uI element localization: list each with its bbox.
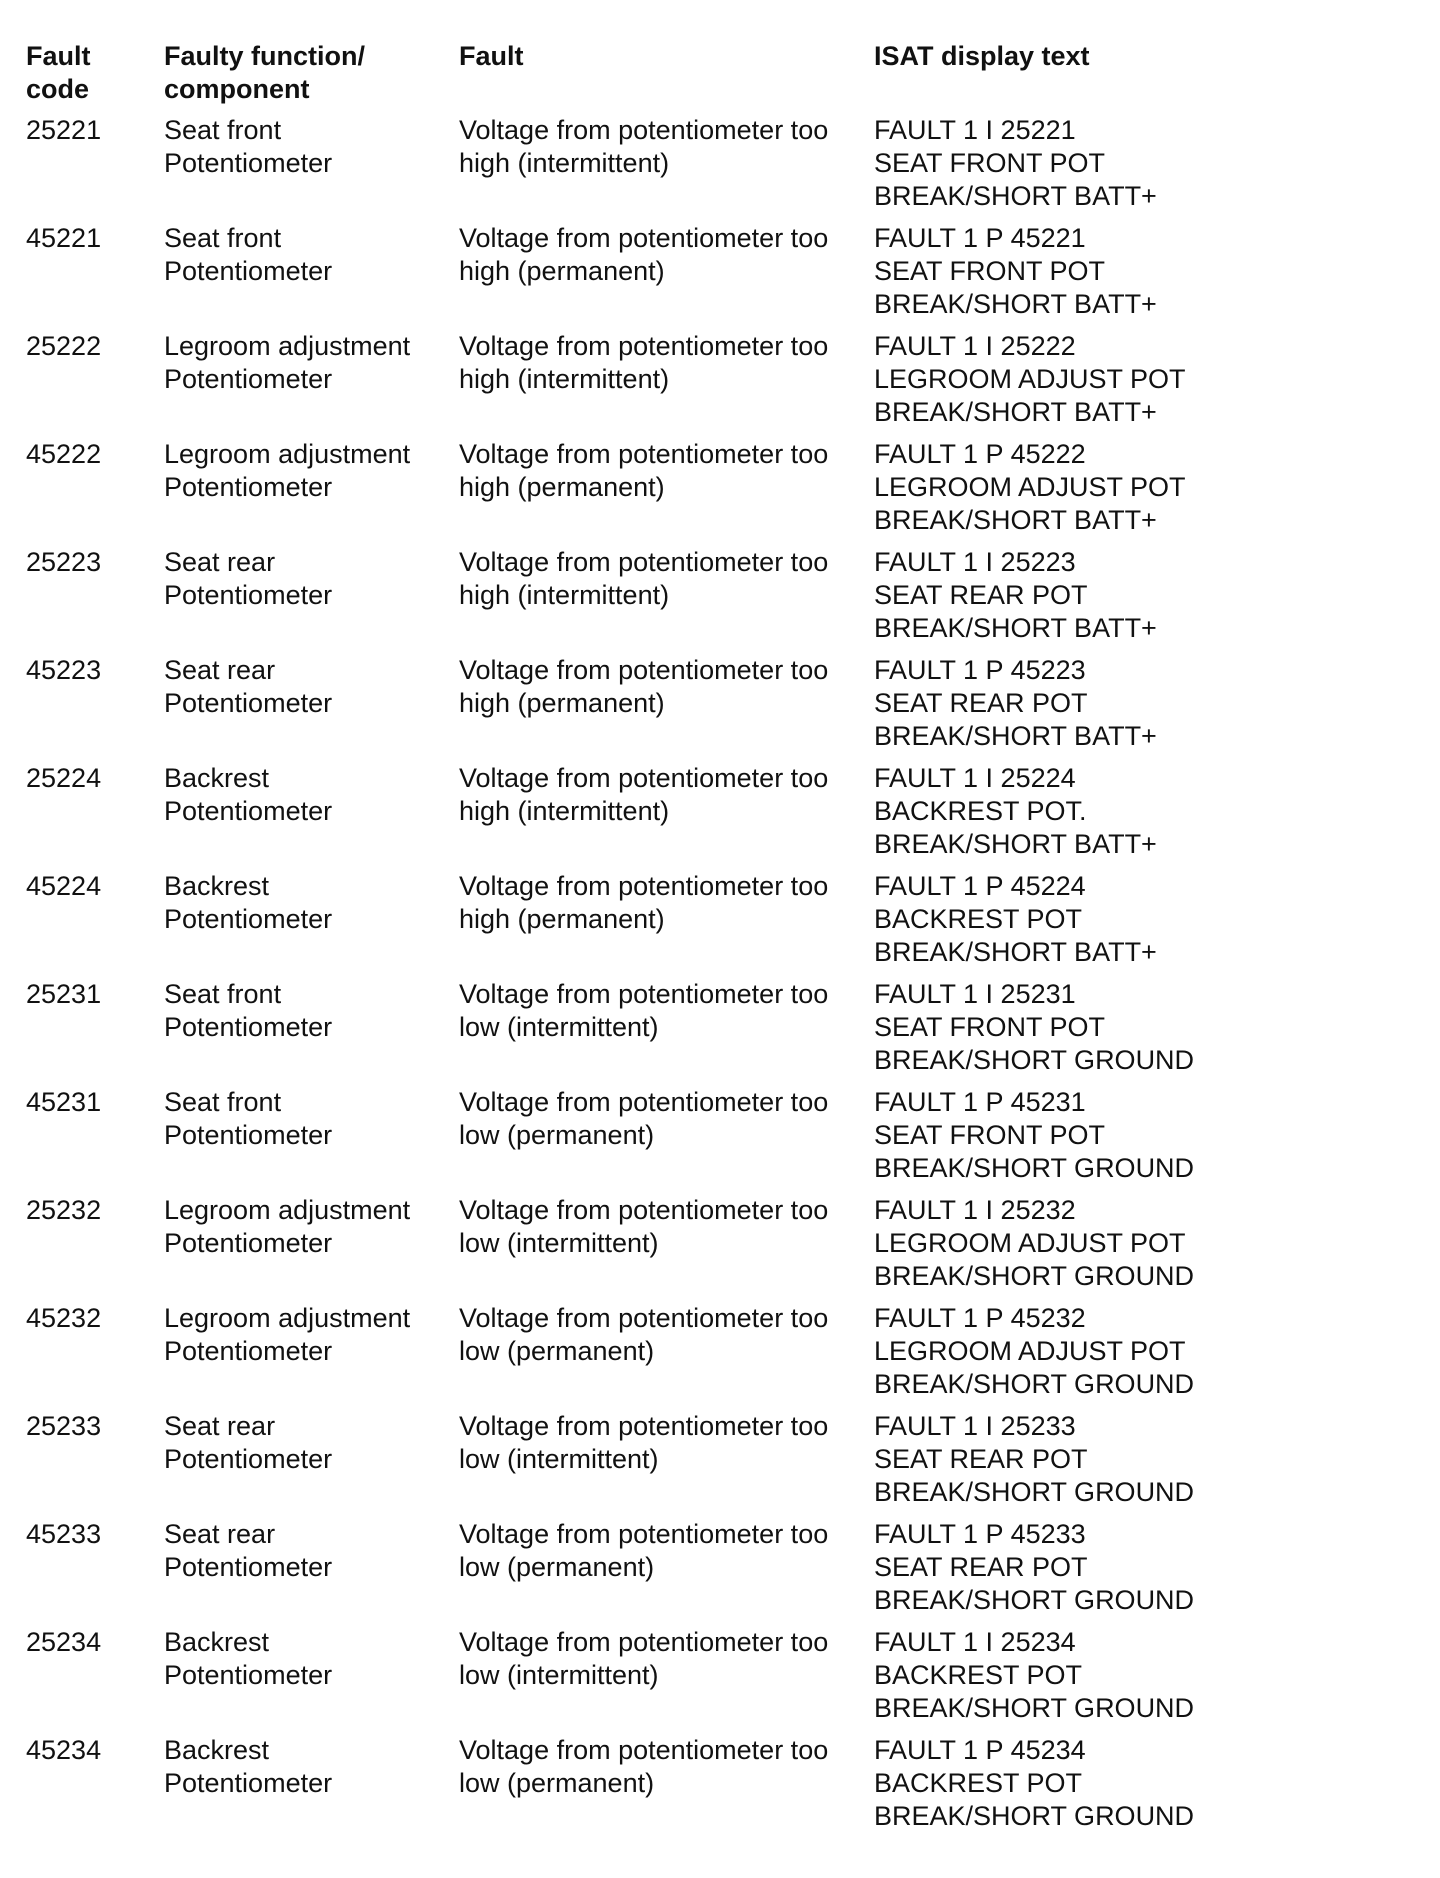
isat-display-cell — [874, 1518, 1274, 1626]
component-line: Potentiometer — [164, 1120, 333, 1150]
fault-description-cell — [459, 762, 874, 870]
fault-code-cell: 25223 — [26, 547, 102, 577]
table-row — [26, 1518, 1274, 1626]
display-line: BREAK/SHORT GROUND — [874, 1693, 1195, 1723]
fault-line: Voltage from potentiometer too — [459, 1519, 829, 1549]
component-line: Backrest — [164, 763, 270, 793]
display-line: BREAK/SHORT BATT+ — [874, 289, 1157, 319]
table-header-row — [26, 40, 1274, 114]
display-line: BACKREST POT — [874, 1768, 1083, 1798]
fault-code-cell: 45231 — [26, 1087, 102, 1117]
isat-display-cell — [874, 978, 1274, 1086]
table-row — [26, 546, 1274, 654]
fault-line: Voltage from potentiometer too — [459, 1087, 829, 1117]
table-row — [26, 870, 1274, 978]
component-cell — [164, 654, 459, 762]
header-line: Fault — [459, 41, 524, 71]
fault-line: Voltage from potentiometer too — [459, 439, 829, 469]
fault-description-cell — [459, 870, 874, 978]
isat-display-cell — [874, 870, 1274, 978]
table-row — [26, 114, 1274, 222]
display-line: LEGROOM ADJUST POT — [874, 1336, 1186, 1366]
isat-display-cell — [874, 546, 1274, 654]
fault-line: high (intermittent) — [459, 580, 670, 610]
display-line: LEGROOM ADJUST POT — [874, 472, 1186, 502]
display-line: BREAK/SHORT GROUND — [874, 1477, 1195, 1507]
table-row — [26, 762, 1274, 870]
fault-line: low (intermittent) — [459, 1444, 659, 1474]
display-line: FAULT 1 P 45233 — [874, 1519, 1086, 1549]
table-row — [26, 654, 1274, 762]
component-line: Potentiometer — [164, 580, 333, 610]
fault-line: Voltage from potentiometer too — [459, 223, 829, 253]
display-line: SEAT REAR POT — [874, 1444, 1088, 1474]
component-cell — [164, 870, 459, 978]
component-cell — [164, 1410, 459, 1518]
fault-code-cell: 25222 — [26, 331, 102, 361]
fault-line: low (intermittent) — [459, 1012, 659, 1042]
fault-description-cell — [459, 978, 874, 1086]
display-line: SEAT FRONT POT — [874, 148, 1106, 178]
fault-line: Voltage from potentiometer too — [459, 115, 829, 145]
display-line: BREAK/SHORT GROUND — [874, 1261, 1195, 1291]
component-cell — [164, 762, 459, 870]
display-line: BREAK/SHORT BATT+ — [874, 721, 1157, 751]
display-line: FAULT 1 P 45221 — [874, 223, 1086, 253]
table-row — [26, 1734, 1274, 1842]
isat-display-cell — [874, 1086, 1274, 1194]
display-line: BREAK/SHORT BATT+ — [874, 937, 1157, 967]
component-line: Potentiometer — [164, 1552, 333, 1582]
component-cell — [164, 330, 459, 438]
isat-display-cell — [874, 1734, 1274, 1842]
fault-line: Voltage from potentiometer too — [459, 1303, 829, 1333]
display-line: BREAK/SHORT GROUND — [874, 1801, 1195, 1831]
fault-line: high (intermittent) — [459, 796, 670, 826]
fault-description-cell — [459, 330, 874, 438]
fault-code-table — [26, 40, 1274, 1842]
display-line: FAULT 1 I 25232 — [874, 1195, 1076, 1225]
isat-display-cell — [874, 1302, 1274, 1410]
display-line: FAULT 1 P 45231 — [874, 1087, 1086, 1117]
table-row — [26, 1302, 1274, 1410]
fault-description-cell — [459, 1086, 874, 1194]
fault-code-cell: 45223 — [26, 655, 102, 685]
fault-code-cell: 45224 — [26, 871, 102, 901]
fault-description-cell — [459, 1194, 874, 1302]
component-line: Potentiometer — [164, 148, 333, 178]
component-cell — [164, 114, 459, 222]
fault-line: Voltage from potentiometer too — [459, 1735, 829, 1765]
fault-line: Voltage from potentiometer too — [459, 763, 829, 793]
component-line: Potentiometer — [164, 1660, 333, 1690]
fault-code-cell: 45234 — [26, 1735, 102, 1765]
display-line: BREAK/SHORT BATT+ — [874, 397, 1157, 427]
table-body — [26, 114, 1274, 1842]
fault-line: low (permanent) — [459, 1768, 655, 1798]
table-row — [26, 1626, 1274, 1734]
display-line: BREAK/SHORT BATT+ — [874, 505, 1157, 535]
fault-description-cell — [459, 1518, 874, 1626]
component-line: Legroom adjustment — [164, 1195, 411, 1225]
table-row — [26, 1194, 1274, 1302]
component-cell — [164, 978, 459, 1086]
fault-line: high (permanent) — [459, 688, 665, 718]
table-row — [26, 1410, 1274, 1518]
isat-display-cell — [874, 438, 1274, 546]
fault-line: Voltage from potentiometer too — [459, 1627, 829, 1657]
fault-line: Voltage from potentiometer too — [459, 655, 829, 685]
fault-line: high (intermittent) — [459, 148, 670, 178]
fault-line: Voltage from potentiometer too — [459, 1411, 829, 1441]
component-cell — [164, 1194, 459, 1302]
display-line: FAULT 1 P 45222 — [874, 439, 1086, 469]
display-line: FAULT 1 P 45224 — [874, 871, 1086, 901]
fault-line: high (permanent) — [459, 904, 665, 934]
fault-description-cell — [459, 1302, 874, 1410]
display-line: FAULT 1 I 25231 — [874, 979, 1076, 1009]
component-line: Potentiometer — [164, 904, 333, 934]
component-cell — [164, 1518, 459, 1626]
component-line: Potentiometer — [164, 256, 333, 286]
display-line: SEAT FRONT POT — [874, 1012, 1106, 1042]
component-line: Potentiometer — [164, 472, 333, 502]
header-faulty-component — [164, 40, 459, 114]
fault-code-cell: 45232 — [26, 1303, 102, 1333]
fault-line: low (intermittent) — [459, 1228, 659, 1258]
table-row — [26, 1086, 1274, 1194]
component-line: Potentiometer — [164, 1768, 333, 1798]
component-line: Seat front — [164, 979, 282, 1009]
component-line: Potentiometer — [164, 796, 333, 826]
component-line: Potentiometer — [164, 1228, 333, 1258]
component-line: Seat rear — [164, 1411, 276, 1441]
fault-line: Voltage from potentiometer too — [459, 871, 829, 901]
display-line: BREAK/SHORT GROUND — [874, 1585, 1195, 1615]
header-line: Faulty function/ — [164, 41, 365, 71]
display-line: BACKREST POT. — [874, 796, 1087, 826]
display-line: BREAK/SHORT GROUND — [874, 1153, 1195, 1183]
component-line: Backrest — [164, 1627, 270, 1657]
display-line: SEAT FRONT POT — [874, 256, 1106, 286]
header-fault — [459, 40, 874, 114]
fault-line: high (permanent) — [459, 472, 665, 502]
fault-code-cell: 25224 — [26, 763, 102, 793]
fault-description-cell — [459, 114, 874, 222]
display-line: FAULT 1 I 25224 — [874, 763, 1076, 793]
table-row — [26, 438, 1274, 546]
display-line: FAULT 1 P 45234 — [874, 1735, 1086, 1765]
isat-display-cell — [874, 1194, 1274, 1302]
fault-line: high (intermittent) — [459, 364, 670, 394]
fault-description-cell — [459, 1734, 874, 1842]
fault-line: low (permanent) — [459, 1120, 655, 1150]
fault-line: low (permanent) — [459, 1552, 655, 1582]
fault-line: Voltage from potentiometer too — [459, 331, 829, 361]
isat-display-cell — [874, 330, 1274, 438]
fault-description-cell — [459, 222, 874, 330]
component-cell — [164, 1302, 459, 1410]
header-line: component — [164, 74, 310, 104]
isat-display-cell — [874, 654, 1274, 762]
component-line: Seat front — [164, 115, 282, 145]
display-line: SEAT REAR POT — [874, 1552, 1088, 1582]
component-cell — [164, 1086, 459, 1194]
fault-code-cell: 25221 — [26, 115, 102, 145]
component-line: Legroom adjustment — [164, 1303, 411, 1333]
component-line: Seat rear — [164, 547, 276, 577]
component-line: Potentiometer — [164, 1444, 333, 1474]
fault-description-cell — [459, 1410, 874, 1518]
display-line: FAULT 1 P 45232 — [874, 1303, 1086, 1333]
component-line: Seat rear — [164, 1519, 276, 1549]
display-line: LEGROOM ADJUST POT — [874, 364, 1186, 394]
fault-line: Voltage from potentiometer too — [459, 979, 829, 1009]
display-line: BREAK/SHORT GROUND — [874, 1369, 1195, 1399]
display-line: FAULT 1 I 25221 — [874, 115, 1076, 145]
fault-line: high (permanent) — [459, 256, 665, 286]
table-row — [26, 222, 1274, 330]
display-line: BREAK/SHORT BATT+ — [874, 181, 1157, 211]
fault-code-cell: 25233 — [26, 1411, 102, 1441]
table-row — [26, 978, 1274, 1086]
component-cell — [164, 1626, 459, 1734]
header-isat-display-text — [874, 40, 1274, 114]
isat-display-cell — [874, 1410, 1274, 1518]
component-line: Potentiometer — [164, 1336, 333, 1366]
header-line: ISAT display text — [874, 41, 1090, 71]
display-line: BREAK/SHORT GROUND — [874, 1045, 1195, 1075]
fault-line: Voltage from potentiometer too — [459, 1195, 829, 1225]
isat-display-cell — [874, 1626, 1274, 1734]
fault-code-cell: 45233 — [26, 1519, 102, 1549]
display-line: SEAT REAR POT — [874, 580, 1088, 610]
display-line: BACKREST POT — [874, 1660, 1083, 1690]
fault-code-cell: 25231 — [26, 979, 102, 1009]
component-cell — [164, 1734, 459, 1842]
component-cell — [164, 546, 459, 654]
header-line: code — [26, 74, 90, 104]
fault-line: Voltage from potentiometer too — [459, 547, 829, 577]
display-line: BREAK/SHORT BATT+ — [874, 829, 1157, 859]
display-line: FAULT 1 I 25223 — [874, 547, 1076, 577]
component-cell — [164, 438, 459, 546]
display-line: FAULT 1 I 25222 — [874, 331, 1076, 361]
display-line: FAULT 1 I 25233 — [874, 1411, 1076, 1441]
component-line: Backrest — [164, 871, 270, 901]
display-line: SEAT FRONT POT — [874, 1120, 1106, 1150]
component-line: Potentiometer — [164, 1012, 333, 1042]
display-line: LEGROOM ADJUST POT — [874, 1228, 1186, 1258]
display-line: BREAK/SHORT BATT+ — [874, 613, 1157, 643]
fault-line: low (intermittent) — [459, 1660, 659, 1690]
header-line: Fault — [26, 41, 91, 71]
fault-code-cell: 45221 — [26, 223, 102, 253]
display-line: BACKREST POT — [874, 904, 1083, 934]
fault-description-cell — [459, 546, 874, 654]
fault-code-cell: 25232 — [26, 1195, 102, 1225]
component-line: Legroom adjustment — [164, 331, 411, 361]
fault-description-cell — [459, 654, 874, 762]
fault-code-cell: 45222 — [26, 439, 102, 469]
component-line: Potentiometer — [164, 688, 333, 718]
component-line: Potentiometer — [164, 364, 333, 394]
isat-display-cell — [874, 114, 1274, 222]
table-row — [26, 330, 1274, 438]
fault-line: low (permanent) — [459, 1336, 655, 1366]
component-line: Backrest — [164, 1735, 270, 1765]
display-line: SEAT REAR POT — [874, 688, 1088, 718]
display-line: FAULT 1 P 45223 — [874, 655, 1086, 685]
component-cell — [164, 222, 459, 330]
isat-display-cell — [874, 222, 1274, 330]
component-line: Seat front — [164, 1087, 282, 1117]
isat-display-cell — [874, 762, 1274, 870]
fault-code-cell: 25234 — [26, 1627, 102, 1657]
component-line: Seat front — [164, 223, 282, 253]
header-fault-code — [26, 40, 164, 114]
display-line: FAULT 1 I 25234 — [874, 1627, 1076, 1657]
component-line: Legroom adjustment — [164, 439, 411, 469]
fault-description-cell — [459, 438, 874, 546]
fault-description-cell — [459, 1626, 874, 1734]
component-line: Seat rear — [164, 655, 276, 685]
